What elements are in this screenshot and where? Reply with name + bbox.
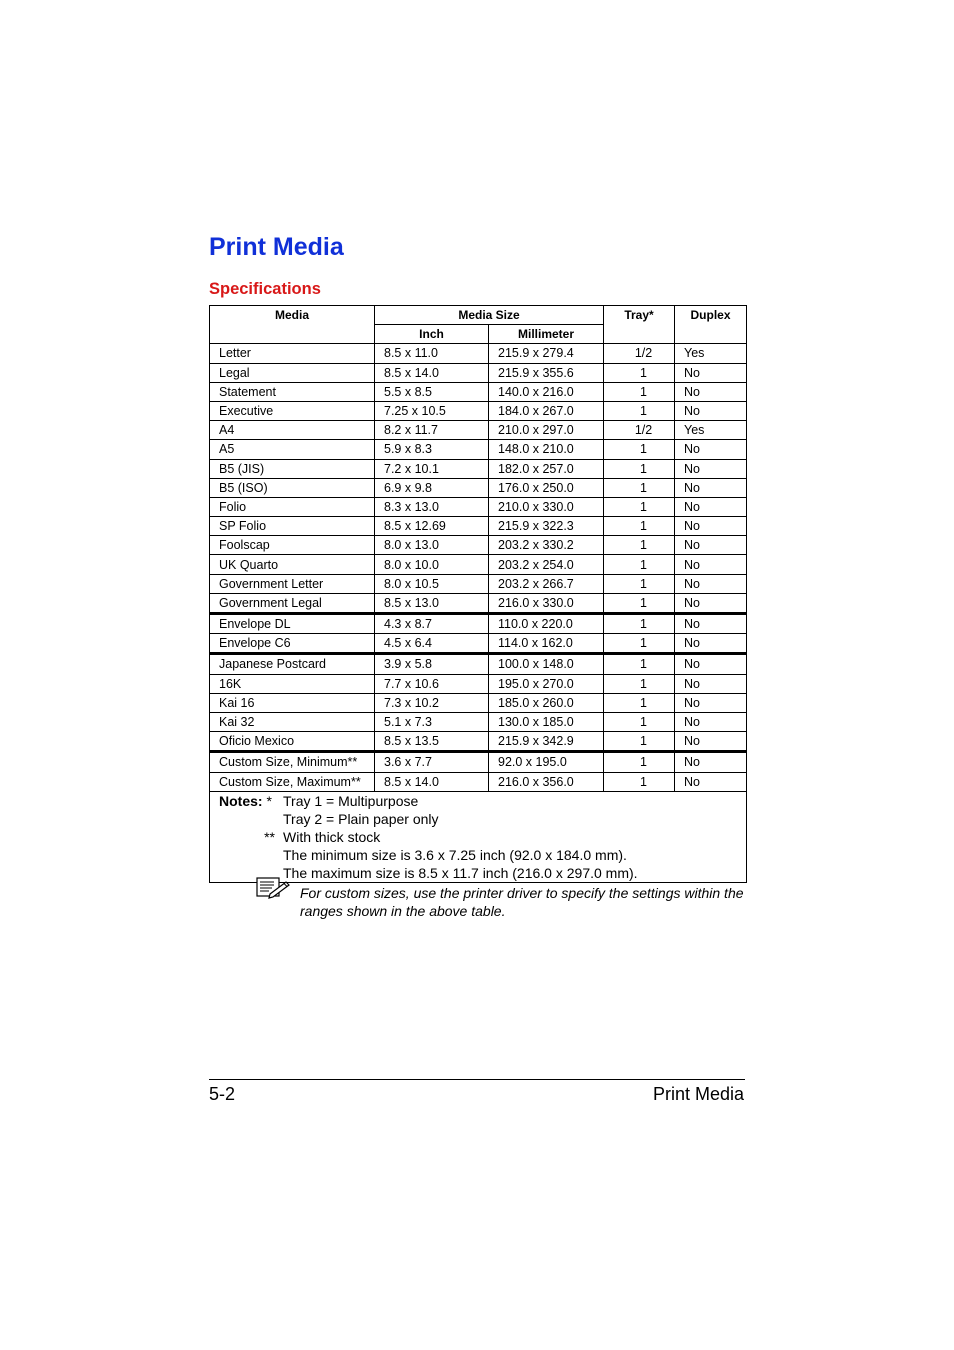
cell-inch: 5.1 x 7.3 bbox=[375, 712, 489, 731]
header-inch: Inch bbox=[375, 325, 489, 344]
cell-duplex: No bbox=[675, 555, 747, 574]
table-row bbox=[210, 614, 747, 634]
cell-media: 16K bbox=[210, 674, 375, 693]
cell-inch: 8.5 x 14.0 bbox=[375, 772, 489, 791]
cell-duplex: No bbox=[675, 382, 747, 401]
cell-tray: 1 bbox=[604, 536, 675, 555]
cell-media: Letter bbox=[210, 344, 375, 363]
cell-tray: 1 bbox=[604, 772, 675, 791]
note-pencil-icon bbox=[256, 877, 290, 899]
notes-label: Notes: bbox=[219, 792, 263, 809]
cell-duplex: No bbox=[675, 363, 747, 382]
table-row bbox=[210, 555, 747, 574]
cell-duplex: No bbox=[675, 772, 747, 791]
cell-media: UK Quarto bbox=[210, 555, 375, 574]
cell-tray: 1 bbox=[604, 478, 675, 497]
table-row bbox=[210, 401, 747, 420]
cell-millimeter: 210.0 x 330.0 bbox=[489, 497, 604, 516]
cell-tray: 1 bbox=[604, 497, 675, 516]
cell-inch: 8.5 x 12.69 bbox=[375, 517, 489, 536]
cell-media: Kai 16 bbox=[210, 693, 375, 712]
cell-inch: 5.5 x 8.5 bbox=[375, 382, 489, 401]
cell-inch: 7.2 x 10.1 bbox=[375, 459, 489, 478]
cell-duplex: No bbox=[675, 593, 747, 613]
cell-media: Government Letter bbox=[210, 574, 375, 593]
cell-millimeter: 92.0 x 195.0 bbox=[489, 752, 604, 772]
cell-duplex: No bbox=[675, 536, 747, 555]
cell-media: A4 bbox=[210, 421, 375, 440]
cell-media: Kai 32 bbox=[210, 712, 375, 731]
cell-tray: 1/2 bbox=[604, 421, 675, 440]
note-double-star-marker: ** bbox=[264, 828, 275, 845]
cell-media: Foolscap bbox=[210, 536, 375, 555]
cell-inch: 6.9 x 9.8 bbox=[375, 478, 489, 497]
cell-millimeter: 148.0 x 210.0 bbox=[489, 440, 604, 459]
table-row bbox=[210, 382, 747, 401]
cell-inch: 4.3 x 8.7 bbox=[375, 614, 489, 634]
cell-media: Envelope C6 bbox=[210, 634, 375, 654]
cell-duplex: No bbox=[675, 634, 747, 654]
table-row bbox=[210, 712, 747, 731]
cell-tray: 1 bbox=[604, 752, 675, 772]
cell-media: Custom Size, Maximum** bbox=[210, 772, 375, 791]
table-row bbox=[210, 536, 747, 555]
cell-media: Executive bbox=[210, 401, 375, 420]
cell-millimeter: 215.9 x 355.6 bbox=[489, 363, 604, 382]
table-row bbox=[210, 654, 747, 674]
cell-tray: 1 bbox=[604, 555, 675, 574]
cell-duplex: No bbox=[675, 693, 747, 712]
cell-media: Government Legal bbox=[210, 593, 375, 613]
cell-millimeter: 140.0 x 216.0 bbox=[489, 382, 604, 401]
header-duplex: Duplex bbox=[675, 306, 747, 344]
cell-tray: 1 bbox=[604, 654, 675, 674]
cell-millimeter: 203.2 x 254.0 bbox=[489, 555, 604, 574]
table-row bbox=[210, 674, 747, 693]
table-row bbox=[210, 732, 747, 752]
cell-tray: 1 bbox=[604, 593, 675, 613]
cell-tray: 1 bbox=[604, 363, 675, 382]
footer-title: Print Media bbox=[652, 1084, 744, 1104]
note-star-marker: * bbox=[266, 792, 272, 809]
table-row bbox=[210, 440, 747, 459]
cell-inch: 8.2 x 11.7 bbox=[375, 421, 489, 440]
cell-media: Statement bbox=[210, 382, 375, 401]
cell-millimeter: 184.0 x 267.0 bbox=[489, 401, 604, 420]
cell-tray: 1/2 bbox=[604, 344, 675, 363]
section-title: Specifications bbox=[209, 280, 321, 298]
cell-tray: 1 bbox=[604, 732, 675, 752]
cell-duplex: No bbox=[675, 654, 747, 674]
note-thick-stock: With thick stock bbox=[283, 828, 381, 845]
cell-millimeter: 215.9 x 342.9 bbox=[489, 732, 604, 752]
cell-tray: 1 bbox=[604, 517, 675, 536]
cell-inch: 3.6 x 7.7 bbox=[375, 752, 489, 772]
tip-text: For custom sizes, use the printer driver to specify the settings within the ranges shown in the above table. bbox=[300, 885, 744, 919]
cell-tray: 1 bbox=[604, 401, 675, 420]
cell-duplex: No bbox=[675, 497, 747, 516]
note-minimum-size: The minimum size is 3.6 x 7.25 inch (92.0 x 184.0 mm). bbox=[283, 846, 627, 863]
cell-duplex: No bbox=[675, 732, 747, 752]
table-notes bbox=[210, 791, 747, 882]
cell-duplex: No bbox=[675, 752, 747, 772]
note-tray2: Tray 2 = Plain paper only bbox=[283, 810, 439, 827]
header-media-size: Media Size bbox=[375, 306, 604, 325]
table-row bbox=[210, 693, 747, 712]
cell-millimeter: 182.0 x 257.0 bbox=[489, 459, 604, 478]
table-row bbox=[210, 344, 747, 363]
notes-row bbox=[210, 791, 747, 882]
table-row bbox=[210, 421, 747, 440]
cell-duplex: No bbox=[675, 478, 747, 497]
cell-media: SP Folio bbox=[210, 517, 375, 536]
cell-duplex: Yes bbox=[675, 344, 747, 363]
table-row bbox=[210, 497, 747, 516]
header-tray: Tray* bbox=[604, 306, 675, 344]
cell-duplex: No bbox=[675, 712, 747, 731]
cell-millimeter: 114.0 x 162.0 bbox=[489, 634, 604, 654]
cell-inch: 5.9 x 8.3 bbox=[375, 440, 489, 459]
cell-tray: 1 bbox=[604, 574, 675, 593]
cell-millimeter: 216.0 x 356.0 bbox=[489, 772, 604, 791]
cell-inch: 7.7 x 10.6 bbox=[375, 674, 489, 693]
cell-tray: 1 bbox=[604, 674, 675, 693]
header-media: Media bbox=[210, 306, 375, 344]
cell-tray: 1 bbox=[604, 614, 675, 634]
table-row bbox=[210, 752, 747, 772]
cell-millimeter: 215.9 x 279.4 bbox=[489, 344, 604, 363]
footer-divider bbox=[209, 1079, 745, 1080]
cell-inch: 8.0 x 10.5 bbox=[375, 574, 489, 593]
cell-millimeter: 203.2 x 330.2 bbox=[489, 536, 604, 555]
cell-media: B5 (JIS) bbox=[210, 459, 375, 478]
cell-media: Folio bbox=[210, 497, 375, 516]
cell-inch: 8.5 x 11.0 bbox=[375, 344, 489, 363]
cell-inch: 4.5 x 6.4 bbox=[375, 634, 489, 654]
cell-millimeter: 203.2 x 266.7 bbox=[489, 574, 604, 593]
cell-media: B5 (ISO) bbox=[210, 478, 375, 497]
footer-page-number: 5-2 bbox=[209, 1084, 236, 1104]
cell-millimeter: 195.0 x 270.0 bbox=[489, 674, 604, 693]
cell-media: Legal bbox=[210, 363, 375, 382]
cell-millimeter: 130.0 x 185.0 bbox=[489, 712, 604, 731]
cell-millimeter: 210.0 x 297.0 bbox=[489, 421, 604, 440]
cell-inch: 7.3 x 10.2 bbox=[375, 693, 489, 712]
cell-inch: 8.5 x 13.5 bbox=[375, 732, 489, 752]
cell-inch: 8.5 x 14.0 bbox=[375, 363, 489, 382]
cell-media: Custom Size, Minimum** bbox=[210, 752, 375, 772]
cell-duplex: No bbox=[675, 459, 747, 478]
cell-inch: 8.0 x 10.0 bbox=[375, 555, 489, 574]
header-millimeter: Millimeter bbox=[489, 325, 604, 344]
table-row bbox=[210, 517, 747, 536]
cell-inch: 8.5 x 13.0 bbox=[375, 593, 489, 613]
cell-inch: 3.9 x 5.8 bbox=[375, 654, 489, 674]
table-row bbox=[210, 772, 747, 791]
cell-inch: 8.0 x 13.0 bbox=[375, 536, 489, 555]
table-row bbox=[210, 634, 747, 654]
cell-duplex: No bbox=[675, 440, 747, 459]
cell-inch: 8.3 x 13.0 bbox=[375, 497, 489, 516]
table-row bbox=[210, 478, 747, 497]
table-row bbox=[210, 363, 747, 382]
cell-tray: 1 bbox=[604, 693, 675, 712]
cell-millimeter: 216.0 x 330.0 bbox=[489, 593, 604, 613]
note-maximum-size: The maximum size is 8.5 x 11.7 inch (216.0 x 297.0 mm). bbox=[283, 864, 638, 881]
cell-media: Oficio Mexico bbox=[210, 732, 375, 752]
cell-inch: 7.25 x 10.5 bbox=[375, 401, 489, 420]
cell-duplex: No bbox=[675, 401, 747, 420]
cell-millimeter: 215.9 x 322.3 bbox=[489, 517, 604, 536]
table-body bbox=[210, 344, 747, 791]
table-header-row bbox=[210, 306, 747, 325]
cell-duplex: No bbox=[675, 674, 747, 693]
note-tray1: Tray 1 = Multipurpose bbox=[283, 792, 419, 809]
cell-media: A5 bbox=[210, 440, 375, 459]
table-row bbox=[210, 574, 747, 593]
cell-tray: 1 bbox=[604, 712, 675, 731]
cell-millimeter: 100.0 x 148.0 bbox=[489, 654, 604, 674]
table-row bbox=[210, 593, 747, 613]
table-row bbox=[210, 459, 747, 478]
cell-duplex: No bbox=[675, 517, 747, 536]
cell-duplex: No bbox=[675, 574, 747, 593]
cell-tray: 1 bbox=[604, 382, 675, 401]
cell-duplex: Yes bbox=[675, 421, 747, 440]
cell-tray: 1 bbox=[604, 634, 675, 654]
cell-media: Japanese Postcard bbox=[210, 654, 375, 674]
cell-duplex: No bbox=[675, 614, 747, 634]
cell-millimeter: 110.0 x 220.0 bbox=[489, 614, 604, 634]
cell-tray: 1 bbox=[604, 459, 675, 478]
page-title: Print Media bbox=[209, 233, 344, 261]
cell-millimeter: 176.0 x 250.0 bbox=[489, 478, 604, 497]
media-specifications-table bbox=[209, 305, 747, 883]
cell-millimeter: 185.0 x 260.0 bbox=[489, 693, 604, 712]
cell-tray: 1 bbox=[604, 440, 675, 459]
cell-media: Envelope DL bbox=[210, 614, 375, 634]
